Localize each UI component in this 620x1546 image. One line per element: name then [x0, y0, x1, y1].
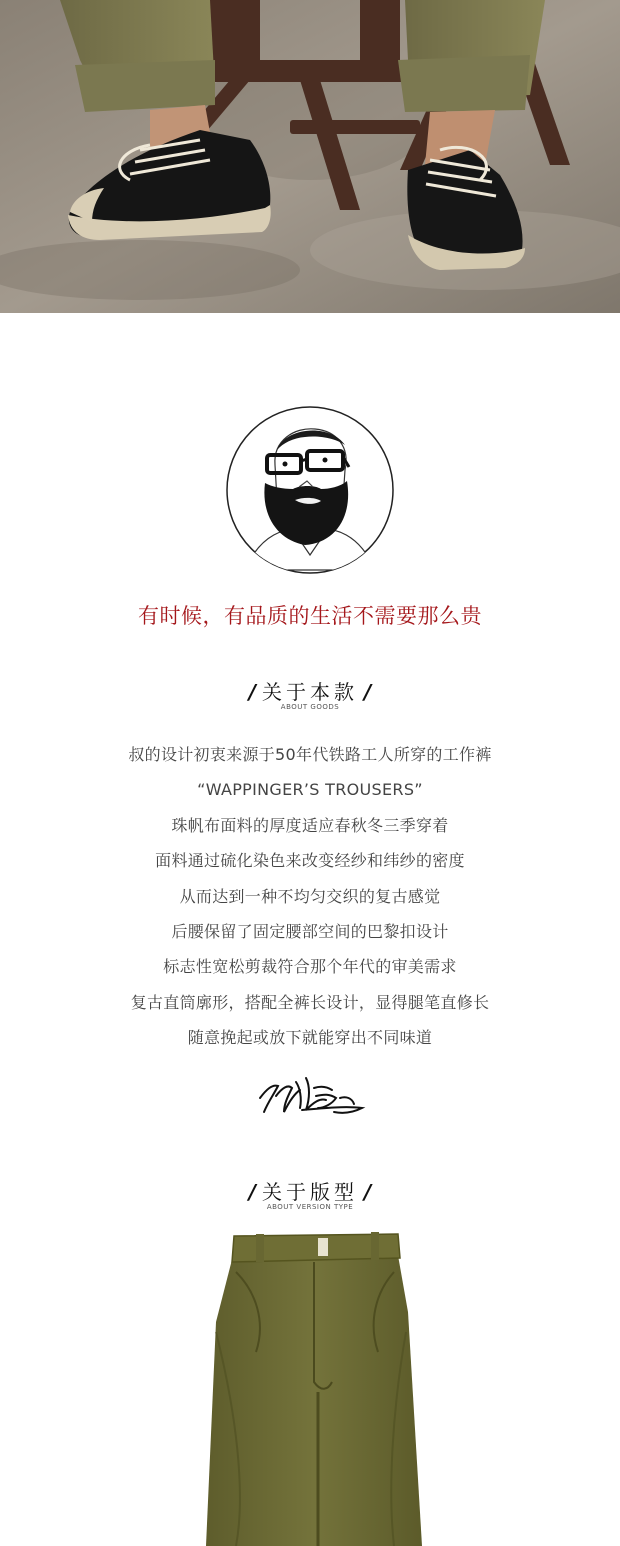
tagline: 有时候，有品质的生活不需要那么贵 [138, 604, 482, 628]
description-line: 叔的设计初衷来源于50年代铁路工人所穿的工作裤 [128, 745, 492, 764]
slash-right: / [364, 680, 372, 704]
description-line: 面料通过硫化染色来改变经纱和纬纱的密度 [155, 851, 465, 871]
description-line: 从而达到一种不均匀交织的复古感觉 [179, 886, 441, 906]
about-goods-heading: 关于本款 [262, 680, 358, 704]
about-goods-title [0, 676, 620, 705]
description-line: 复古直筒廓形，搭配全裤长设计，显得腿笔直修长 [130, 992, 490, 1012]
about-version-subtitle: ABOUT VERSION TYPE [266, 1203, 354, 1211]
slash-left: / [248, 1180, 256, 1204]
bearded-man-avatar [225, 405, 395, 575]
slash-right: / [364, 1180, 372, 1204]
about-version-title [0, 1176, 620, 1205]
sneakers-photo [0, 0, 620, 313]
description-line: 后腰保留了固定腰部空间的巴黎扣设计 [171, 921, 449, 941]
about-goods-subtitle: ABOUT GOODS [280, 703, 340, 711]
description-line: 珠帆布面料的厚度适应春秋冬三季穿着 [171, 815, 449, 835]
signature-image [254, 1068, 366, 1120]
trousers-photo [196, 1232, 432, 1546]
description-line: 随意挽起或放下就能穿出不同味道 [187, 1028, 433, 1048]
about-version-heading: 关于版型 [262, 1180, 358, 1204]
slash-left: / [248, 680, 256, 704]
description-line: “WAPPINGER’S TROUSERS” [197, 780, 423, 800]
product-description [0, 737, 620, 1056]
description-line: 标志性宽松剪裁符合那个年代的审美需求 [163, 957, 457, 977]
